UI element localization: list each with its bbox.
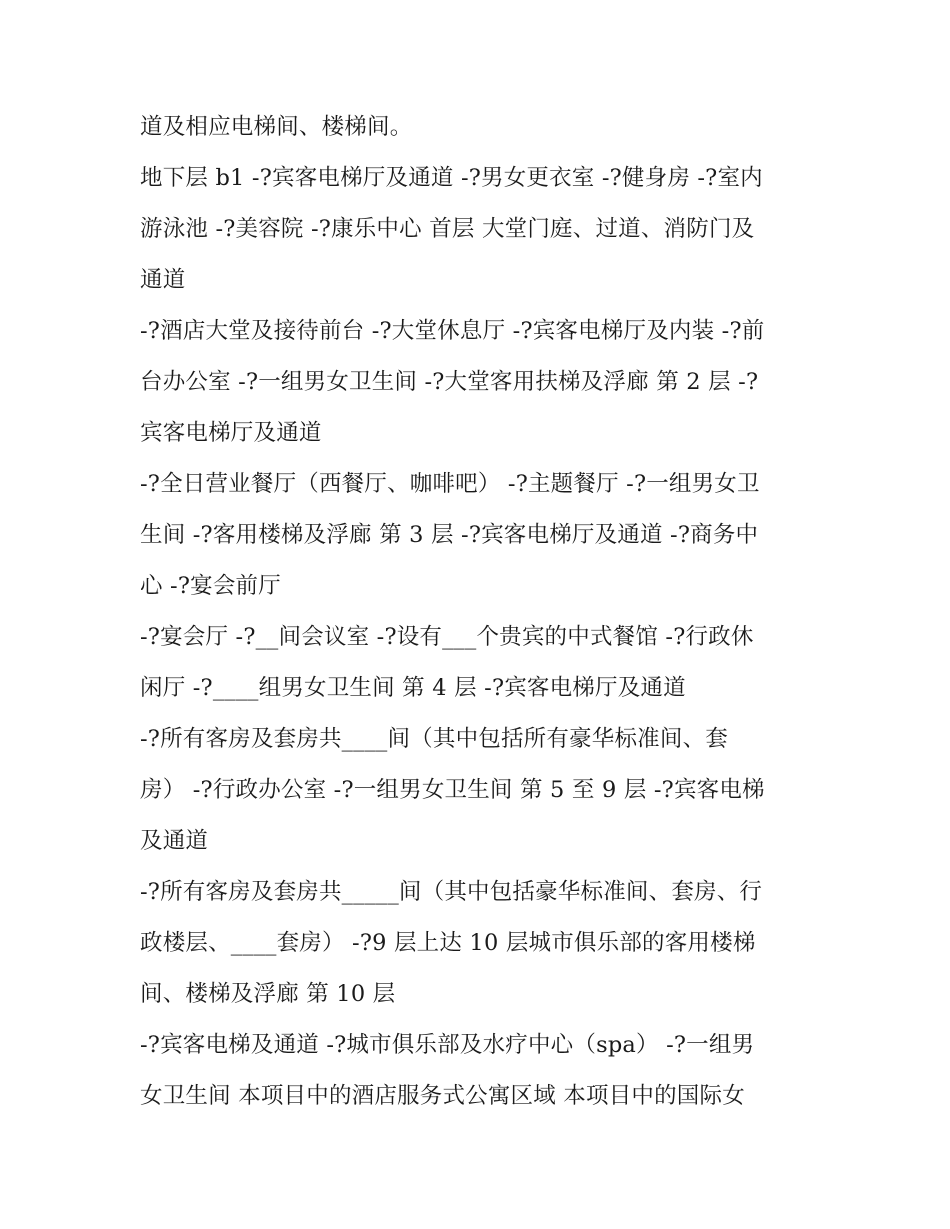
text-line: 生间 -?客用楼梯及浮廊 第 3 层 -?宾客电梯厅及通道 -?商务中 bbox=[140, 522, 759, 548]
text-line: 心 -?宴会前厅 bbox=[140, 573, 281, 599]
text-line: -?所有客房及套房共_____间（其中包括豪华标准间、套房、行 bbox=[140, 879, 763, 905]
text-line: 道及相应电梯间、楼梯间。 bbox=[140, 114, 413, 140]
text-line: 女卫生间 本项目中的酒店服务式公寓区域 本项目中的国际女 bbox=[140, 1083, 745, 1109]
text-line: 政楼层、____套房） -?9 层上达 10 层城市俱乐部的客用楼梯 bbox=[140, 930, 756, 956]
text-line: 及通道 bbox=[140, 828, 209, 854]
text-line: 宾客电梯厅及通道 bbox=[140, 420, 322, 446]
text-line: 游泳池 -?美容院 -?康乐中心 首层 大堂门庭、过道、消防门及 bbox=[140, 216, 755, 242]
text-line: -?酒店大堂及接待前台 -?大堂休息厅 -?宾客电梯厅及内装 -?前 bbox=[140, 318, 765, 344]
text-line: -?所有客房及套房共____间（其中包括所有豪华标准间、套 bbox=[140, 726, 728, 752]
text-line: 闲厅 -?____组男女卫生间 第 4 层 -?宾客电梯厅及通道 bbox=[140, 675, 686, 701]
text-line: -?宾客电梯及通道 -?城市俱乐部及水疗中心（spa） -?一组男 bbox=[140, 1032, 755, 1058]
document-body bbox=[140, 102, 820, 1122]
text-line: 间、楼梯及浮廊 第 10 层 bbox=[140, 981, 396, 1007]
text-line: 房） -?行政办公室 -?一组男女卫生间 第 5 至 9 层 -?宾客电梯 bbox=[140, 777, 765, 803]
text-line: 台办公室 -?一组男女卫生间 -?大堂客用扶梯及浮廊 第 2 层 -? bbox=[140, 369, 759, 395]
text-line: 地下层 b1 -?宾客电梯厅及通道 -?男女更衣室 -?健身房 -?室内 bbox=[140, 165, 763, 191]
text-line: 通道 bbox=[140, 267, 186, 293]
text-line: -?宴会厅 -?__间会议室 -?设有___个贵宾的中式餐馆 -?行政休 bbox=[140, 624, 754, 650]
text-line: -?全日营业餐厅（西餐厅、咖啡吧） -?主题餐厅 -?一组男女卫 bbox=[140, 471, 760, 497]
